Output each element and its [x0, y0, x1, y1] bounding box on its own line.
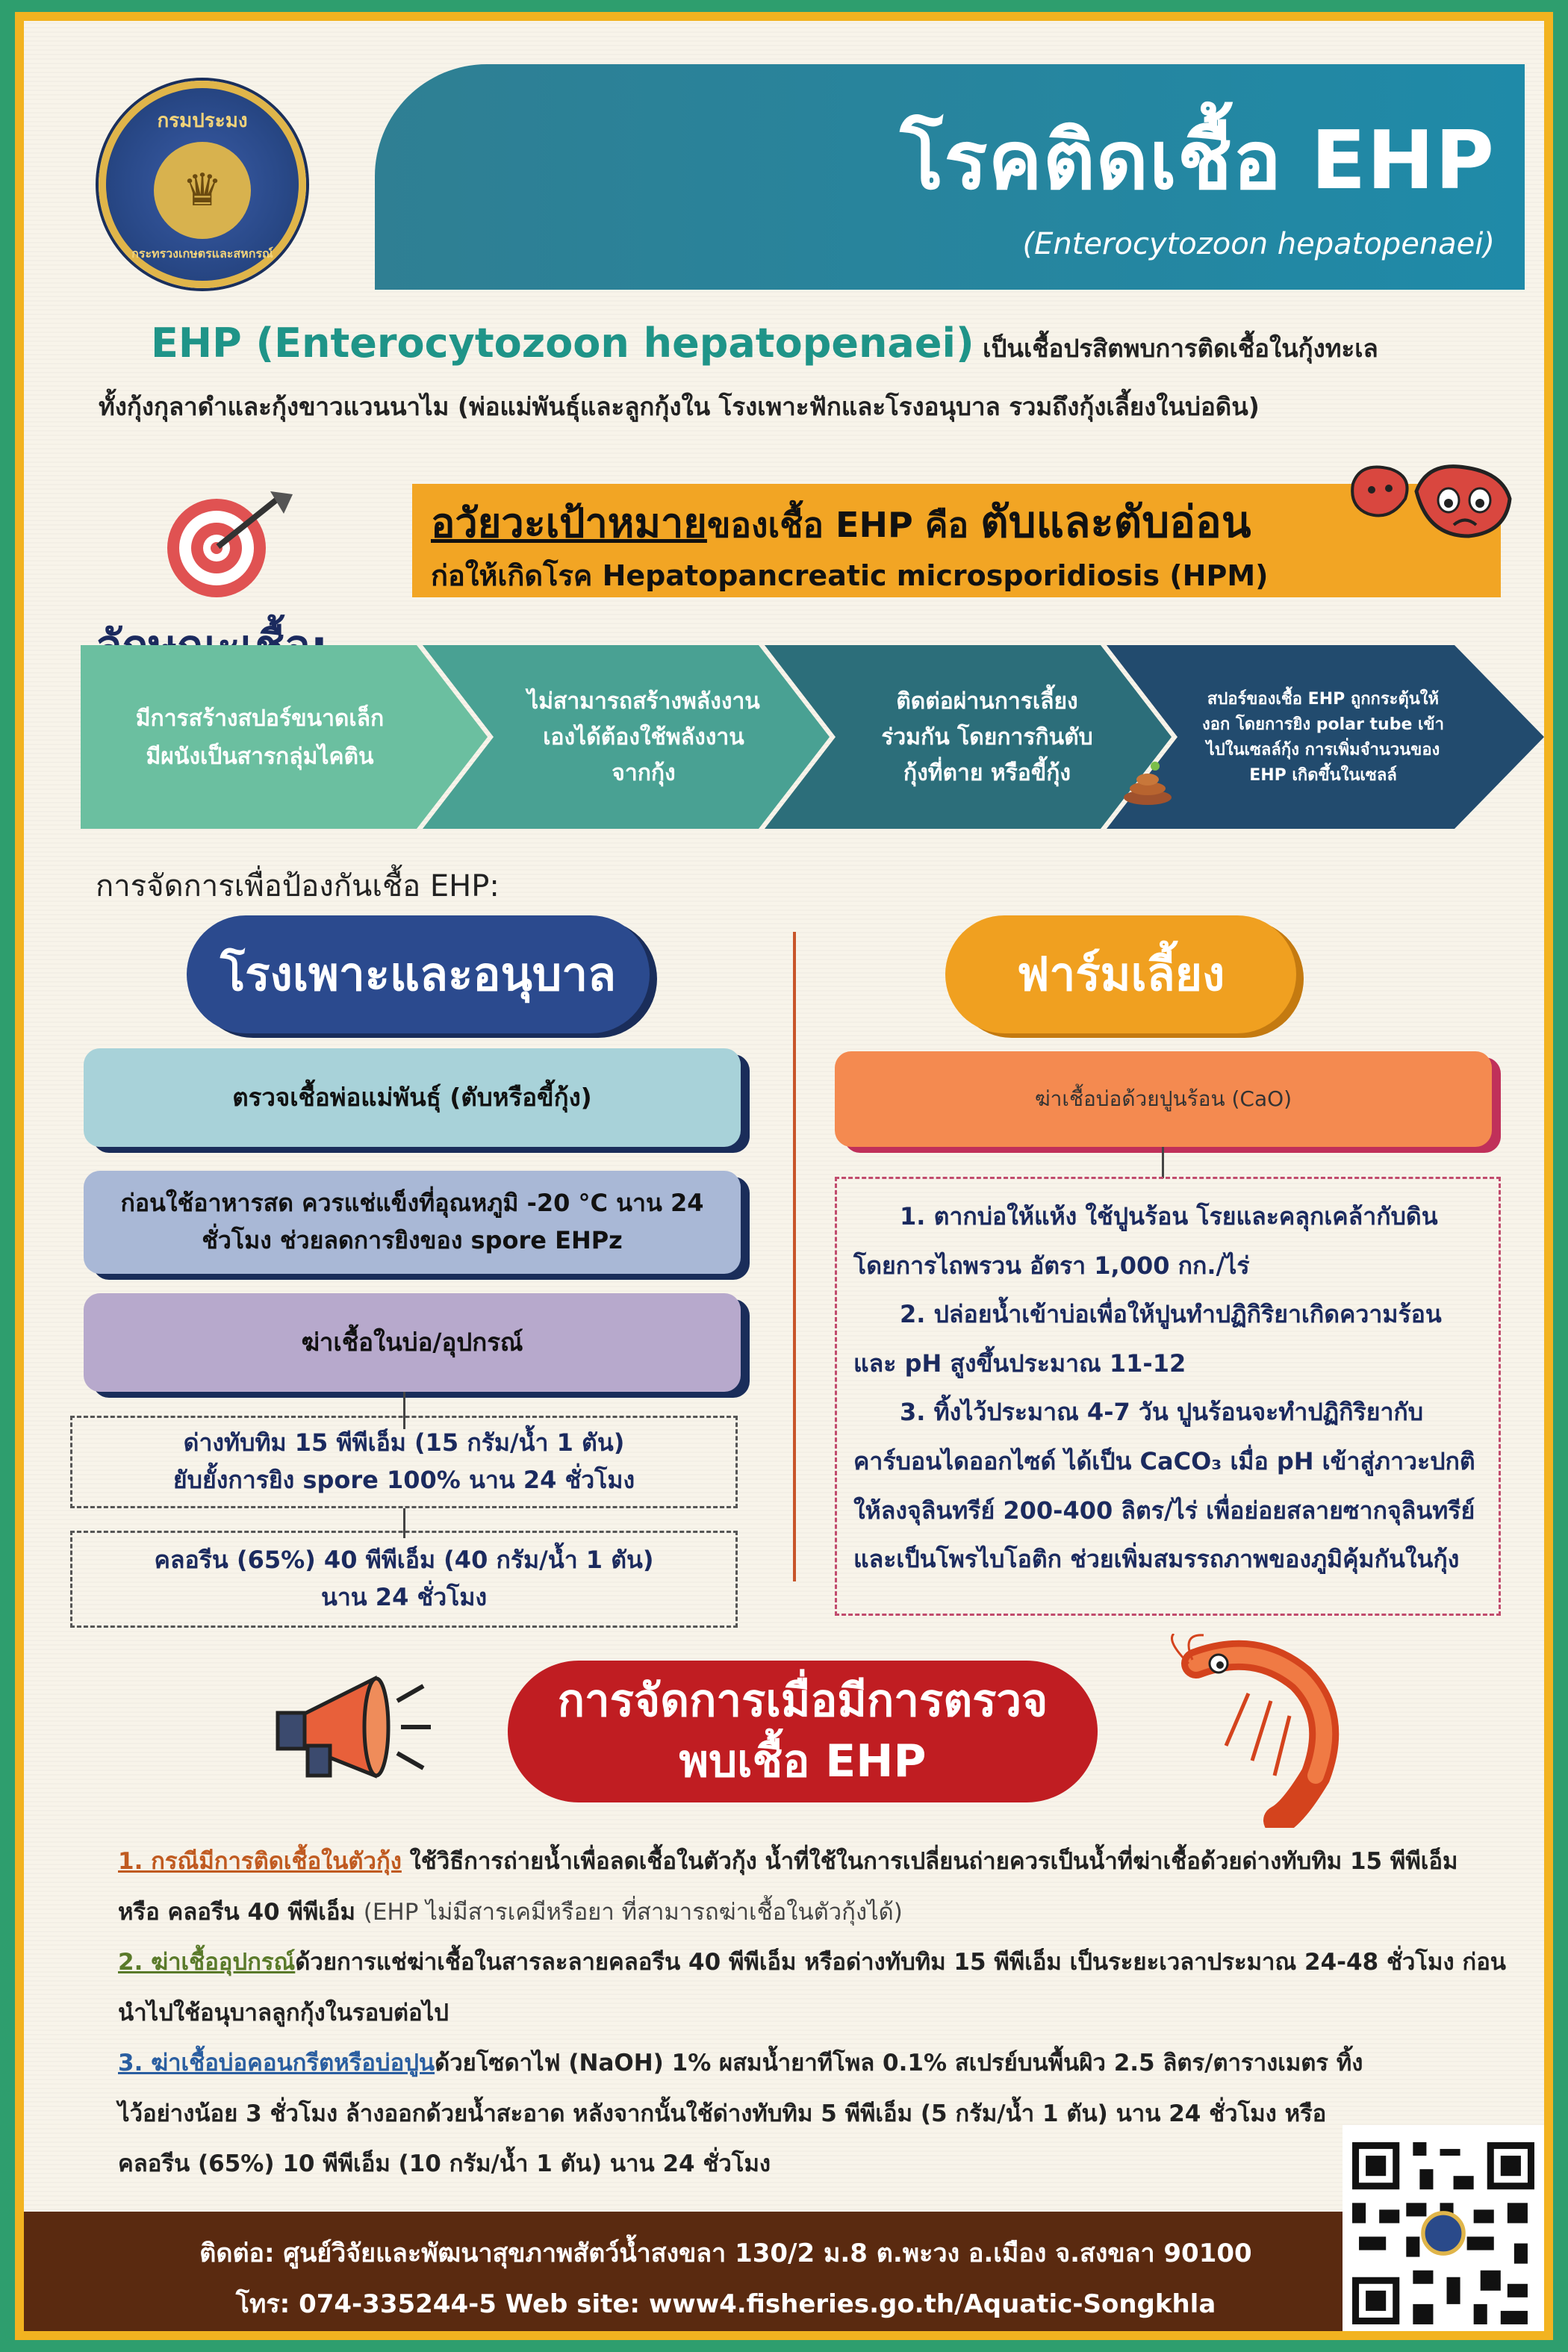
poster	[15, 12, 1553, 2340]
farm-card: ฆ่าเชื้อบ่อด้วยปูนร้อน (CaO)	[835, 1051, 1492, 1147]
footer-phone-web[interactable]: โทร: 074-335244-5 Web site: www4.fisheries.go.th/Aquatic-Songkhla	[235, 2289, 1216, 2319]
intro-highlight: EHP (Enterocytozoon hepatopenaei)	[151, 320, 974, 367]
intro-line-1-text: เป็นเชื้อปรสิตพบการติดเชื้อในกุ้งทะเล	[974, 334, 1378, 363]
detected-title-line-1: การจัดการเมื่อมีการตรวจ	[557, 1675, 1048, 1727]
detected-step-2-head: 2. ฆ่าเชื้ออุปกรณ์	[118, 1949, 296, 1976]
detected-step-1	[118, 1837, 1507, 1938]
disinfect-option-1-line-1: ด่างทับทิม 15 พีพีเอ็ม (15 กรัม/น้ำ 1 ตัน)	[183, 1428, 625, 1457]
target-organ-line-1	[431, 487, 1251, 556]
megaphone-icon	[270, 1664, 442, 1791]
step-2-line-1: ไม่สามารถสร้างพลังงาน	[527, 688, 760, 715]
farm-steps-box	[835, 1177, 1501, 1616]
detected-steps	[118, 1837, 1507, 2190]
footer-contact: ติดต่อ: ศูนย์วิจัยและพัฒนาสุขภาพสัตว์น้ำสงขลา 130/2 ม.8 ต.พะวง อ.เมือง จ.สงขลา 90100	[199, 2239, 1252, 2268]
step-4-text	[1174, 671, 1472, 805]
hatchery-card-2-line-1: ก่อนใช้อาหารสด ควรแช่แข็งที่อุณหภูมิ -20 °C นาน 24	[120, 1189, 704, 1218]
department-logo	[99, 81, 306, 288]
logo-bottom-text: กระทรวงเกษตรและสหกรณ์	[131, 246, 273, 261]
target-organ-name: ตับและตับอ่อน	[980, 497, 1251, 547]
detected-step-1-head: 1. กรณีมีการติดเชื้อในตัวกุ้ง	[118, 1848, 402, 1875]
step-4-line-2: งอก โดยการยิง polar tube เข้า	[1202, 715, 1444, 734]
shrimp-icon	[1166, 1634, 1360, 1828]
detected-title	[508, 1661, 1098, 1802]
hatchery-card-2	[84, 1171, 741, 1274]
emblem-icon: ♛	[154, 142, 251, 239]
target-organ-keyword: อวัยวะเป้าหมาย	[431, 500, 707, 547]
disinfect-option-2-line-2: นาน 24 ชั่วโมง	[320, 1583, 488, 1611]
step-4-line-4: EHP เกิดขึ้นในเซลล์	[1249, 766, 1397, 785]
hatchery-card-2-line-2: ชั่วโมง ช่วยลดการยิงของ spore EHPz	[202, 1226, 623, 1254]
step-3-line-3: กุ้งที่ตาย หรือขี้กุ้ง	[903, 760, 1071, 786]
farm-step-2: 2. ปล่อยน้ำเข้าบ่อเพื่อให้ปูนทำปฏิกิริยาเกิดความร้อน และ pH สูงขึ้นประมาณ 11-12	[853, 1300, 1442, 1378]
step-4-line-1: สปอร์ของเชื้อ EHP ถูกกระตุ้นให้	[1207, 689, 1440, 709]
hatchery-card-1: ตรวจเชื้อพ่อแม่พันธุ์ (ตับหรือขี้กุ้ง)	[84, 1048, 741, 1147]
detected-step-1-note: (EHP ไม่มีสารเคมีหรือยา ที่สามารถฆ่าเชื้อในตัวกุ้งได้)	[363, 1898, 903, 1926]
step-3-line-2: ร่วมกัน โดยการกินตับ	[881, 724, 1093, 750]
step-2-line-2: เองได้ต้องใช้พลังงาน	[543, 724, 744, 750]
disinfect-option-1	[70, 1416, 738, 1508]
farm-step-1: 1. ตากบ่อให้แห้ง ใช้ปูนร้อน โรยและคลุกเคล้ากับดิน โดยการไถพรวน อัตรา 1,000 กก./ไร่	[853, 1202, 1438, 1280]
intro-line-2: ทั้งกุ้งกุลาดำและกุ้งขาวแวนนาไม (พ่อแม่พันธุ์และลูกกุ้งใน โรงเพาะฟักและโรงอนุบาล รวมถึงกุ้งเลี้ยงในบ่อดิน)	[99, 392, 1260, 421]
farm-title: ฟาร์มเลี้ยง	[945, 915, 1296, 1033]
hatchery-card-3: ฆ่าเชื้อในบ่อ/อุปกรณ์	[84, 1293, 741, 1392]
qr-code-icon[interactable]	[1343, 2125, 1544, 2340]
page-title: โรคติดเชื้อ EHP	[900, 114, 1495, 208]
step-3-line-1: ติดต่อผ่านการเลี้ยง	[896, 688, 1078, 715]
detected-step-3-body: ด้วยโซดาไฟ (NaOH) 1% ผสมน้ำยาทีโพล 0.1% สเปรย์บนพื้นผิว 2.5 ลิตร/ตารางเมตร ทิ้งไว้อย่างน้อย 3 ชั่วโมง ล้างออกด้วยน้ำสะอาด หลังจากนั้นใช้ด่างทับทิม 5 พีพีเอ็ม (5 กรัม/น้ำ 1 ตัน) นาน 24 ชั่วโมง หรือคลอรีน (65%) 10 พีพีเอ็ม (10 กรัม/น้ำ 1 ตัน) นาน 24 ชั่วโมง	[118, 2050, 1363, 2178]
intro-line-1	[151, 320, 1540, 368]
disinfect-option-2-line-1: คลอรีน (65%) 40 พีพีเอ็ม (40 กรัม/น้ำ 1 ตัน)	[154, 1546, 654, 1575]
detected-step-2-body: ด้วยการแช่ฆ่าเชื้อในสารละลายคลอรีน 40 พีพีเอ็ม หรือด่างทับทิม 15 พีพีเอ็ม เป็นระยะเวลาประมาณ 24-48 ชั่วโมง ก่อนนำไปใช้อนุบาลลูกกุ้งในรอบต่อไป	[118, 1949, 1506, 2026]
shrimp-feces-icon	[1121, 760, 1174, 805]
step-4-line-3: ไปในเซลล์กุ้ง การเพิ่มจำนวนของ	[1206, 741, 1440, 759]
step-1-text	[96, 678, 424, 797]
detected-step-3	[118, 2038, 1387, 2190]
column-divider	[793, 932, 796, 1581]
step-1-line-2: มีผนังเป็นสารกลุ่มไคติน	[146, 744, 374, 770]
target-icon	[158, 484, 300, 603]
hatchery-title: โรงเพาะและอนุบาล	[187, 915, 650, 1033]
liver-icon	[1345, 454, 1525, 544]
step-2-text	[487, 678, 800, 797]
target-organ-middle: ของเชื้อ EHP คือ	[706, 505, 981, 545]
detected-step-1-body: ใช้วิธีการถ่ายน้ำเพื่อลดเชื้อในตัวกุ้ง น้ำที่ใช้ในการเปลี่ยนถ่ายควรเป็นน้ำที่ฆ่าเชื้อด้วยด่างทับทิม 15 พีพีเอ็ม หรือ คลอรีน 40 พีพีเอ็ม	[118, 1848, 1458, 1926]
disinfect-option-1-line-2: ยับยั้งการยิง spore 100% นาน 24 ชั่วโมง	[172, 1466, 635, 1494]
logo-top-text: กรมประมง	[157, 110, 248, 132]
connector-line	[1162, 1147, 1164, 1178]
step-3-text	[830, 678, 1144, 797]
management-label: การจัดการเพื่อป้องกันเชื้อ EHP:	[96, 869, 500, 903]
step-2-line-3: จากกุ้ง	[612, 760, 676, 786]
target-organ-line-2: ก่อให้เกิดโรค Hepatopancreatic microsporidiosis (HPM)	[431, 559, 1269, 592]
detected-title-line-2: พบเชื้อ EHP	[679, 1735, 927, 1788]
disinfect-option-2	[70, 1531, 738, 1628]
page-subtitle: (Enterocytozoon hepatopenaei)	[1022, 227, 1495, 261]
farm-step-3: 3. ทิ้งไว้ประมาณ 4-7 วัน ปูนร้อนจะทำปฏิกิริยากับคาร์บอนไดออกไซด์ ได้เป็น CaCO₃ เมื่อ pH เข้าสู่ภาวะปกติให้ลงจุลินทรีย์ 200-400 ลิตร/ไร่ เพื่อย่อยสลายซากจุลินทรีย์ และเป็นโพรไบโอติก ช่วยเพิ่มสมรรถภาพของภูมิคุ้มกันในกุ้ง	[853, 1398, 1475, 1574]
detected-step-3-head: 3. ฆ่าเชื้อบ่อคอนกรีตหรือบ่อปูน	[118, 2050, 435, 2077]
detected-step-2	[118, 1938, 1507, 2038]
step-1-line-1: มีการสร้างสปอร์ขนาดเล็ก	[135, 706, 385, 732]
